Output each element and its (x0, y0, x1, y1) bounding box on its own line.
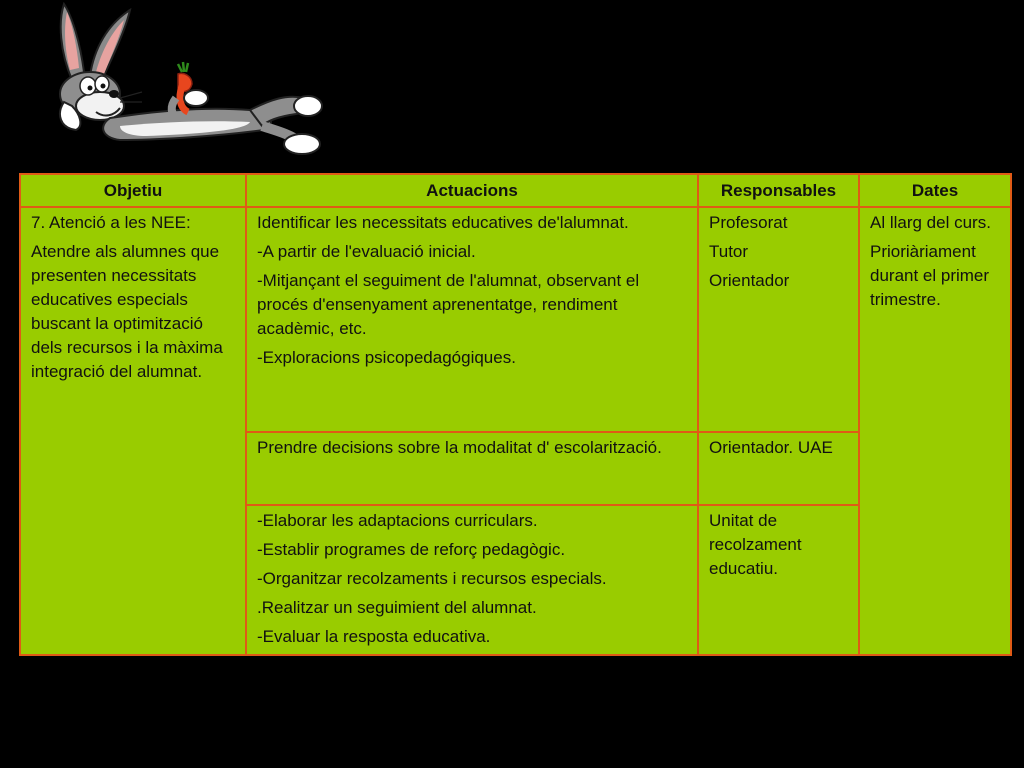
table-row (20, 207, 1011, 432)
action-item: -Evaluar la resposta educativa. (257, 627, 491, 646)
responsibles-cell (698, 505, 859, 655)
responsible-item: Profesorat (709, 213, 788, 232)
responsible-item: Orientador (709, 271, 790, 290)
action-item: -Mitjançant el seguiment de l'alumnat, observant el procés d'ensenyament aprenentatge, rendiment acadèmic, etc. (257, 271, 640, 338)
header-actions: Actuacions (246, 174, 698, 207)
responsible-item: Unitat de recolzament educatiu. (709, 511, 802, 578)
action-item: Identificar les necessitats educatives de'lalumnat. (257, 213, 629, 232)
action-plan-table (19, 173, 1012, 656)
action-item: -Organitzar recolzaments i recursos especials. (257, 569, 607, 588)
action-item: -Elaborar les adaptacions curriculars. (257, 511, 538, 530)
actions-cell (246, 505, 698, 655)
responsibles-cell (698, 207, 859, 432)
objective-title: 7. Atenció a les NEE: (31, 213, 191, 232)
responsibles-cell (698, 432, 859, 505)
date-item: Prioriàriament durant el primer trimestre. (870, 242, 990, 309)
actions-cell (246, 432, 698, 505)
action-item: Prendre decisions sobre la modalitat d' escolarització. (257, 438, 662, 457)
objective-cell (20, 207, 246, 655)
dates-cell (859, 207, 1011, 655)
rabbit-cartoon-illustration (50, 2, 325, 160)
responsible-item: Orientador. UAE (709, 438, 833, 457)
header-dates: Dates (859, 174, 1011, 207)
date-item: Al llarg del curs. (870, 213, 991, 232)
header-row (20, 174, 1011, 207)
action-item: -Exploracions psicopedagógiques. (257, 348, 516, 367)
header-objective: Objetiu (20, 174, 246, 207)
action-item: -A partir de l'evaluació inicial. (257, 242, 476, 261)
action-item: -Establir programes de reforç pedagògic. (257, 540, 566, 559)
header-responsibles: Responsables (698, 174, 859, 207)
responsible-item: Tutor (709, 242, 749, 261)
action-item: .Realitzar un seguimient del alumnat. (257, 598, 537, 617)
objective-text: Atendre als alumnes que presenten necessitats educatives especials buscant la optimització dels recursos i la màxima integració del alumnat. (31, 242, 223, 381)
actions-cell (246, 207, 698, 432)
